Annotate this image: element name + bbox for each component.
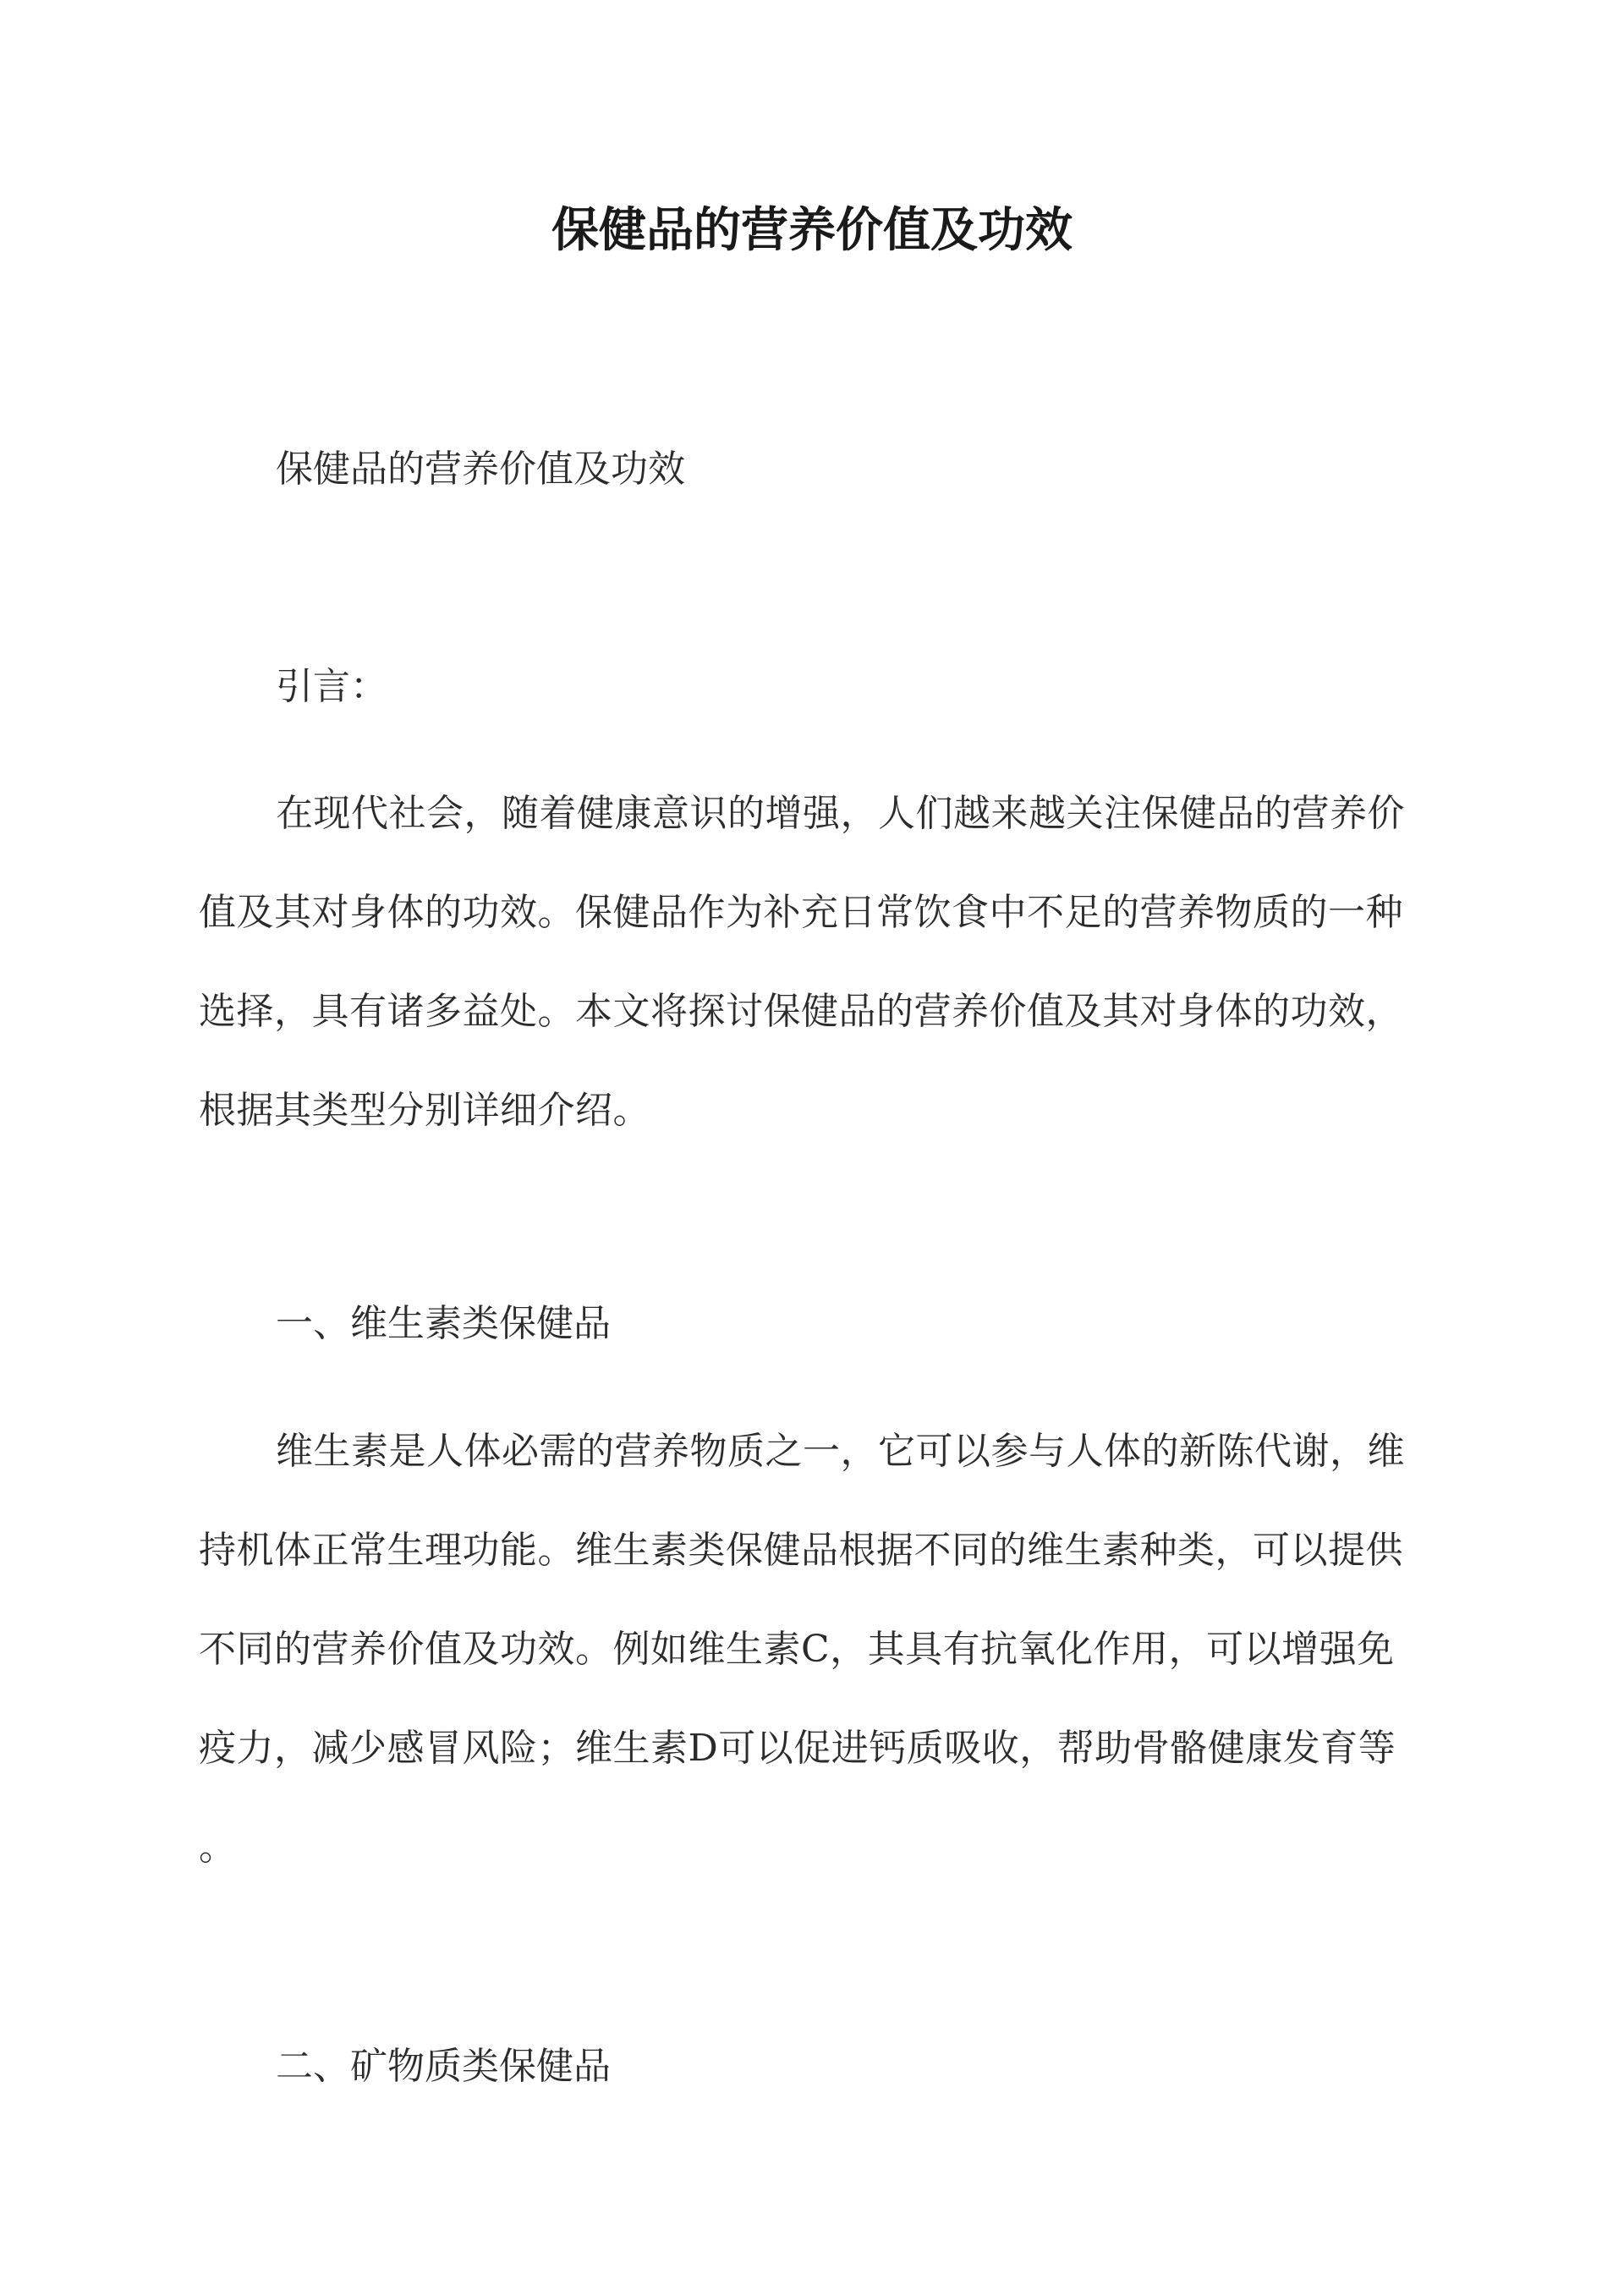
paragraph-line: 在现代社会，随着健康意识的增强，人们越来越关注保健品的营养价 [276, 792, 1405, 835]
section-heading-vitamins: 一、维生素类保健品 [276, 1302, 611, 1345]
paragraph-line: 持机体正常生理功能。维生素类保健品根据不同的维生素种类，可以提供 [199, 1529, 1403, 1572]
paragraph-line: 。 [199, 1826, 237, 1869]
paragraph-line: 疫力，减少感冒风险；维生素D可以促进钙质吸收，帮助骨骼健康发育等 [199, 1727, 1396, 1770]
paragraph-line: 维生素是人体必需的营养物质之一，它可以参与人体的新陈代谢，维 [276, 1430, 1405, 1473]
document-subtitle: 保健品的营养价值及功效 [276, 448, 685, 491]
paragraph-line: 不同的营养价值及功效。例如维生素C，其具有抗氧化作用，可以增强免 [199, 1628, 1395, 1671]
intro-label: 引言： [276, 665, 387, 708]
paragraph-line: 根据其类型分别详细介绍。 [199, 1089, 650, 1132]
document-title: 保健品的营养价值及功效 [551, 202, 1073, 258]
section-paragraph-vitamins [199, 1402, 1425, 1897]
paragraph-line: 值及其对身体的功效。保健品作为补充日常饮食中不足的营养物质的一种 [199, 891, 1403, 934]
paragraph-line: 选择，具有诸多益处。本文将探讨保健品的营养价值及其对身体的功效， [199, 990, 1403, 1033]
section-heading-minerals: 二、矿物质类保健品 [276, 2045, 611, 2088]
intro-paragraph [199, 764, 1425, 1160]
